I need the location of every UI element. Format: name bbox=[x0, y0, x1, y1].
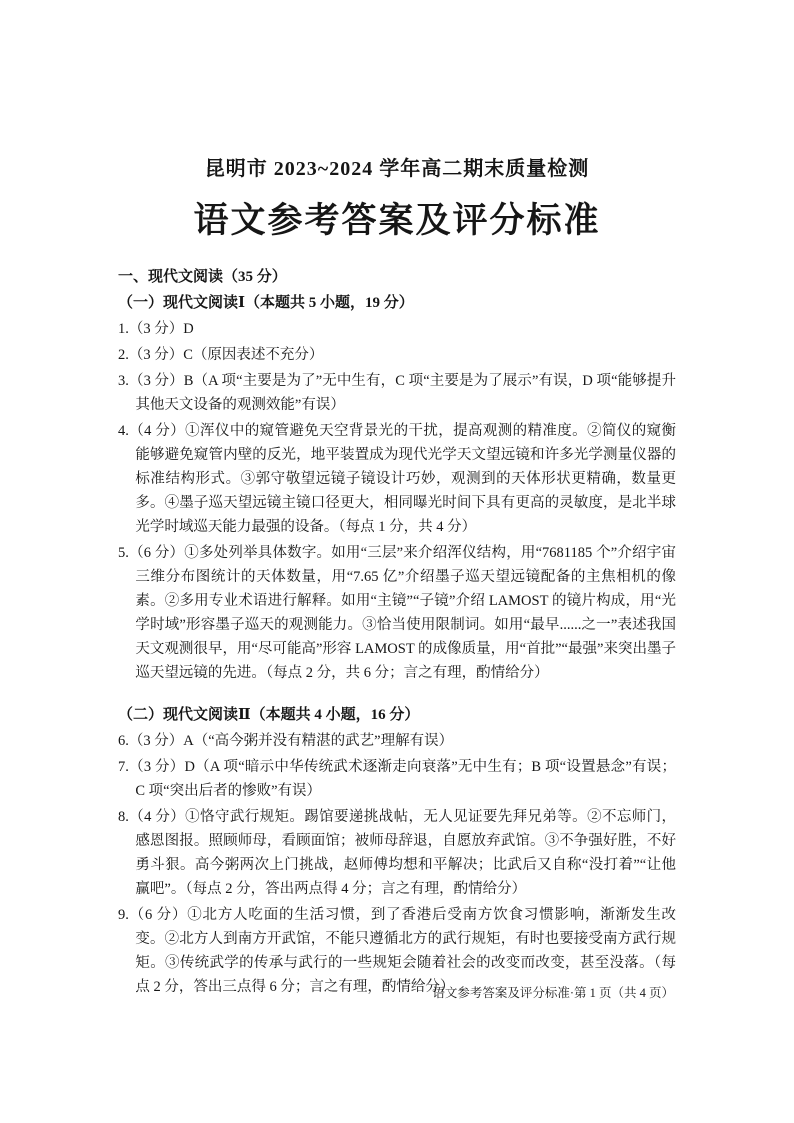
exam-session-title: 昆明市 2023~2024 学年高二期末质量检测 bbox=[204, 158, 590, 180]
answer-item-q2: 2.（3 分）C（原因表述不充分） bbox=[118, 347, 324, 363]
subsection-1 bbox=[118, 291, 676, 685]
document-title: 语文参考答案及评分标准 bbox=[193, 201, 601, 240]
answer-item-q9: 9.（6 分）①北方人吃面的生活习惯，到了香港后受南方饮食习惯影响，渐渐发生改变。②北方人到南方开武馆，不能只遵循北方的武行规矩，有时也要接受南方武行规矩。③传统武学的传承与武行的一些规矩会随着社会的改变而改变，甚至没落。（每点 2 分，答出三点得 6 分；言之有理，酌情给分） bbox=[118, 907, 676, 995]
document-body bbox=[118, 265, 676, 999]
answer-item-q4: 4.（4 分）①浑仪中的窥管避免天空背景光的干扰，提高观测的精准度。②简仪的窥衡能够避免窥管内壁的反光，地平装置成为现代光学天文望远镜和许多光学测量仪器的标准结构形式。③郭守敬望远镜子镜设计巧妙，观测到的天体形状更精确，数量更多。④墨子巡天望远镜主镜口径更大，相同曝光时间下具有更高的灵敏度，是北半球光学时域巡天能力最强的设备。（每点 1 分，共 4 分） bbox=[118, 423, 676, 535]
answer-item-q5: 5.（6 分）①多处列举具体数字。如用“三层”来介绍浑仪结构，用“7681185 个”介绍宇宙三维分布图统计的天体数量，用“7.65 亿”介绍墨子巡天望远镜配备的主焦相机的像素。②多用专业术语进行解释。如用“主镜”“子镜”介绍 LAMOST 的镜片构成，用“光学时域”形容墨子巡天的观测能力。③恰当使用限制词。如用“最早......之一”表述我国天文观测很早，用“尽可能高”形容 LAMOST 的成像质量，用“首批”“最强”来突出墨子巡天望远镜的先进。（每点 2 分，共 6 分；言之有理，酌情给分） bbox=[118, 545, 676, 681]
answer-item-q3: 3.（3 分）B（A 项“主要是为了”无中生有，C 项“主要是为了展示”有误，D 项“能够提升其他天文设备的观测效能”有误） bbox=[118, 373, 676, 413]
page-footer: 语文参考答案及评分标准·第 1 页（共 4 页） bbox=[432, 986, 674, 1000]
section-1-heading: 一、现代文阅读（35 分） bbox=[118, 269, 287, 285]
subsection-2-heading: （二）现代文阅读Ⅱ（本题共 4 小题，16 分） bbox=[118, 707, 420, 723]
subsection-1-heading: （一）现代文阅读Ⅰ（本题共 5 小题，19 分） bbox=[118, 295, 414, 311]
answer-item-q7: 7.（3 分）D（A 项“暗示中华传统武术逐渐走向衰落”无中生有；B 项“设置悬念”有误；C 项“突出后者的惨败”有误） bbox=[118, 759, 676, 799]
answer-item-q8: 8.（4 分）①恪守武行规矩。踢馆要递挑战帖，无人见证要先拜兄弟等。②不忘师门，感恩图报。照顾师母，看顾面馆；被师母辞退，自愿放弃武馆。③不争强好胜，不好勇斗狠。高今粥两次上门挑战，赵师傅均想和平解决；比武后又自称“没打着”“让他赢吧”。（每点 2 分，答出两点得 4 分；言之有理，酌情给分） bbox=[118, 809, 676, 897]
answer-item-q1: 1.（3 分）D bbox=[118, 321, 194, 337]
subsection-2 bbox=[118, 703, 676, 999]
answer-item-q6: 6.（3 分）A（“高今粥并没有精湛的武艺”理解有误） bbox=[118, 733, 454, 749]
